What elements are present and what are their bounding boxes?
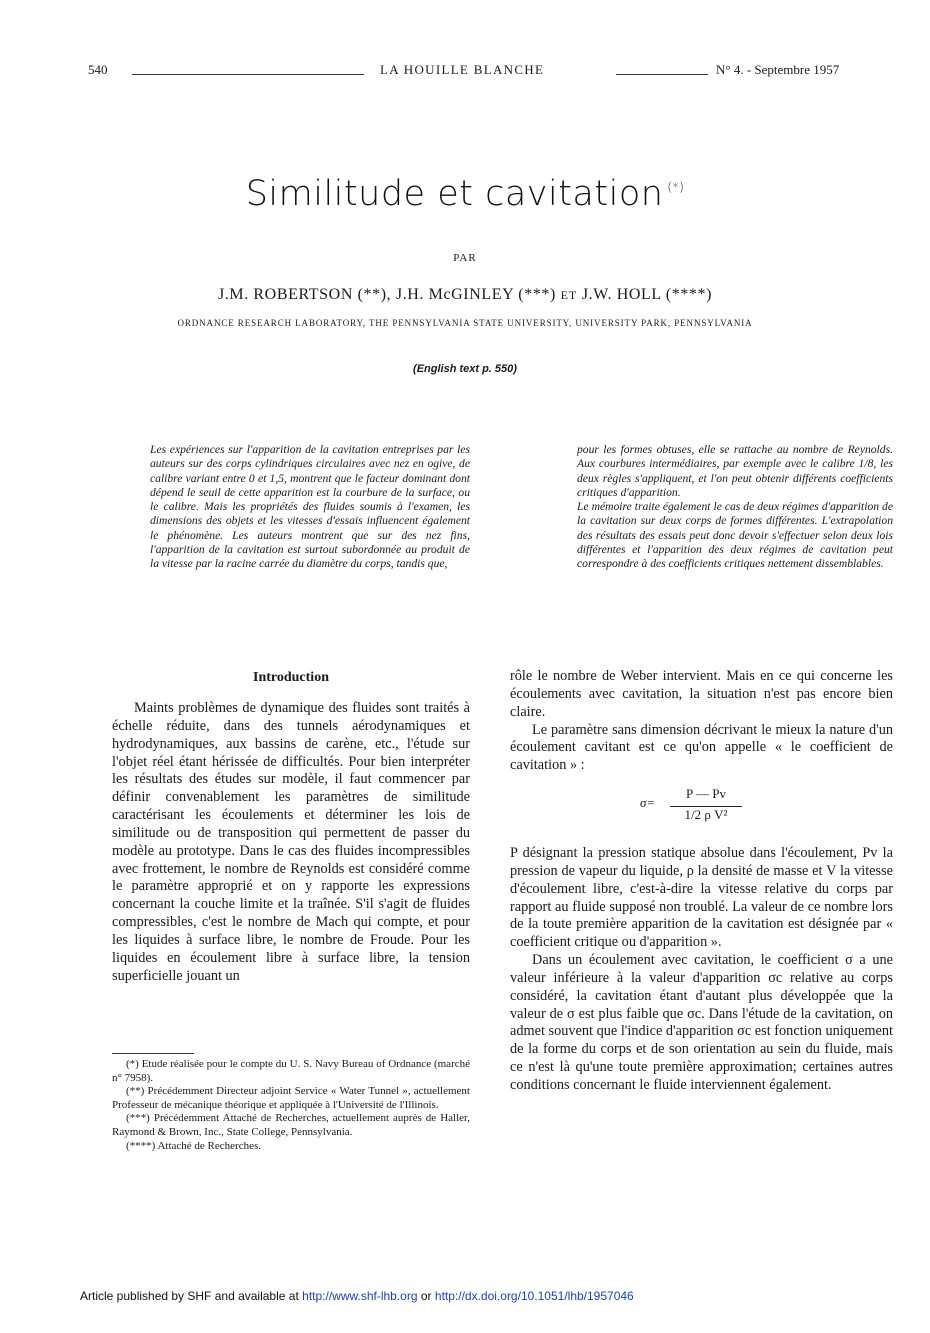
footnotes [112, 1058, 470, 1153]
formula-denominator: 1/2 ρ V² [684, 807, 728, 822]
footnote-rule [112, 1053, 194, 1054]
issue-info: N° 4. - Septembre 1957 [716, 62, 840, 77]
body-right-column-top [510, 668, 893, 775]
journal-name: LA HOUILLE BLANCHE [380, 62, 545, 77]
article-title [0, 174, 930, 214]
affiliation: ORDNANCE RESEARCH LABORATORY, THE PENNSYLVANIA STATE UNIVERSITY, UNIVERSITY PARK, PENNSYLVANIA [177, 318, 753, 328]
body-paragraph: P désignant la pression statique absolue dans l'écoulement, Pv la pression de vapeur du liquide, ρ la densité de masse et V la vitesse d'écoulement libre, c'est-à-dire la vitesse relative du corps par rapport au fluide supposé non troublé. La valeur de ce nombre lors de la toute première apparition de la cavitation est désignée par « coefficient critique ou d'apparition ». [510, 845, 893, 951]
body-paragraph: rôle le nombre de Weber intervient. Mais en ce qui concerne les écoulements avec cavitation, la situation n'est pas encore bien claire. [510, 668, 893, 720]
abstract-right-column [577, 443, 893, 572]
cavitation-coefficient-formula [640, 786, 780, 826]
body-paragraph: Le paramètre sans dimension décrivant le mieux la nature d'un écoulement cavitant est ce qu'on appelle « le coefficient de cavitation » : [510, 721, 893, 774]
page-number: 540 [88, 62, 108, 77]
title-footnote-marker: (*) [667, 180, 685, 194]
publication-or: or [420, 1289, 432, 1303]
publication-note [80, 1289, 880, 1303]
abstract-paragraph: pour les formes obtuses, elle se rattache au nombre de Reynolds. Aux courbures intermédiaires, par exemple avec le calibre 1/8, les deux règles s'appliquent, et l'on peut obtenir différents coefficients critiques d'apparition. [577, 443, 893, 499]
authors-et: ET [560, 288, 578, 302]
body-paragraph: Maints problèmes de dynamique des fluides sont traités à échelle réduite, dans des tunnels aérodynamiques et hydrodynamiques, aux bassins de carène, etc., l'étude sur l'objet réel étant hérissée de difficultés. Pour bien interpréter les résultats des études sur modèle, il faut commencer par définir convenablement les paramètres de similitude caractérisant les écoulements et déterminer les lois de similitude ou de transposition qui permettent de passer du modèle au prototype. Dans le cas des fluides incompressibles avec frottement, le nombre de Reynolds est considéré comme le paramètre approprié et on y rapporte les expressions concernant la couche limite et la traînée. S'il s'agit de fluides compressibles, c'est le nombre de Mach qui compte, et pour les liquides à surface libre, le nombre de Froude. Pour les liquides en écoulement libre à surface libre, la tension superficielle jouant un [112, 700, 470, 984]
section-heading-introduction: Introduction [253, 670, 329, 685]
author-robertson: J.M. ROBERTSON (**), [217, 286, 392, 303]
footnote-item: (***) Précédemment Attaché de Recherches, actuellement auprès de Haller, Raymond & Brown, Inc., State College, Pennsylvania. [112, 1112, 470, 1138]
author-mcginley: J.H. McGINLEY (***) [395, 286, 556, 303]
footnote-item: (**) Précédemment Directeur adjoint Service « Water Tunnel », actuellement Professeur de mécanique théorique et appliquée à l'Université de l'Illinois. [112, 1085, 470, 1111]
abstract-paragraph: Le mémoire traite également le cas de deux régimes d'apparition de la cavitation sur deux corps de formes différentes. L'extrapolation des résultats des essais peut donc devoir s'effectuer selon deux lois différentes et l'apparition des deux régimes de cavitation peut correspondre à des coefficients critiques nettement dissemblables. [577, 500, 893, 571]
body-right-column-bottom [510, 845, 893, 1095]
body-left-column [112, 700, 470, 986]
authors-line [0, 286, 930, 304]
title-text: Similitude et cavitation [245, 174, 664, 214]
abstract-paragraph: Les expériences sur l'apparition de la cavitation entreprises par les auteurs sur des corps cylindriques circulaires avec nez en ogive, de calibre variant entre 0 et 1,5, montrent que le facteur dominant dont dépend le seuil de cette apparition est la courbure de la surface, ou le calibre. Mais les propriétés des fluides soumis à l'examen, les dimensions des objets et les vitesses d'essais influencent également le phénomène. Les auteurs montrent que sur des nez fins, l'apparition de la cavitation est surtout subordonnée au produit de la vitesse par la racine carrée du diamètre du corps, tandis que, [150, 443, 470, 571]
footnote-item: (*) Etude réalisée pour le compte du U. S. Navy Bureau of Ordnance (marché n° 7958). [112, 1058, 470, 1084]
body-paragraph: Dans un écoulement avec cavitation, le coefficient σ a une valeur inférieure à la valeur d'apparition σc relative au corps considéré, la cavitation étant d'autant plus développée que la valeur de σ est plus faible que σc. Dans l'étude de la cavitation, on admet souvent que l'indice d'apparition σc est fonction uniquement de la forme du corps et de son orientation au sein du fluide, mais ce n'est là qu'une toute première approximation; certaines autres conditions concernant le fluide interviennent également. [510, 952, 893, 1093]
header-rule-right [616, 74, 708, 75]
byline-par: PAR [453, 252, 477, 264]
doi-link[interactable]: http://dx.doi.org/10.1051/lhb/1957046 [434, 1289, 634, 1303]
footnote-item: (****) Attaché de Recherches. [126, 1139, 261, 1152]
abstract-left-column [150, 443, 470, 572]
english-text-ref: (English text p. 550) [413, 363, 517, 375]
author-holl: J.W. HOLL (****) [581, 286, 713, 303]
formula-sigma: σ= [640, 795, 656, 810]
publication-prefix: Article published by SHF and available at [80, 1289, 299, 1303]
shf-lhb-link[interactable]: http://www.shf-lhb.org [302, 1289, 418, 1303]
formula-numerator: P — Pv [686, 786, 726, 801]
header-rule-left [132, 74, 364, 75]
